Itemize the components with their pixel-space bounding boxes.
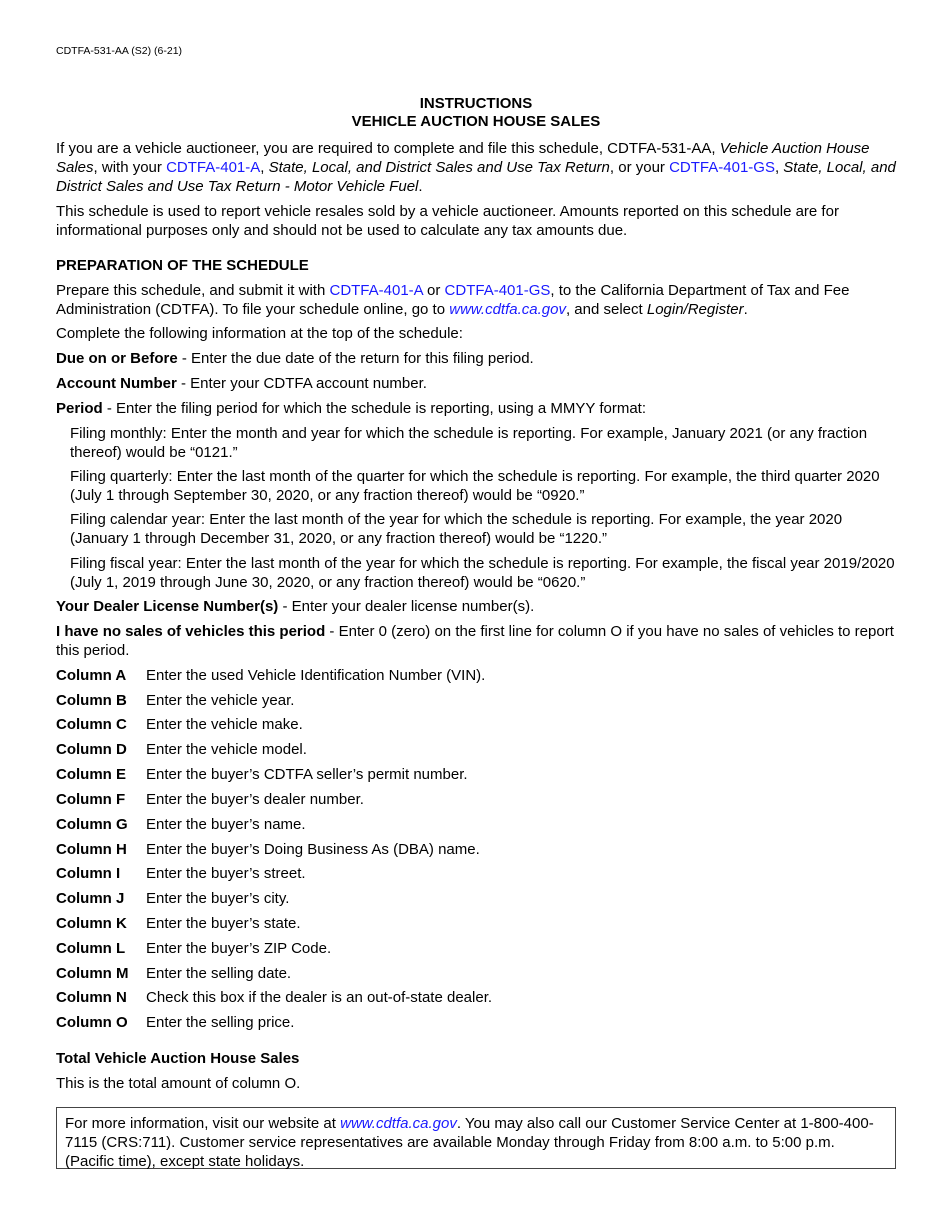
column-instruction-h: Column H Enter the buyer’s Doing Business As (DBA) name.: [56, 841, 480, 858]
column-instruction-f: Column F Enter the buyer’s dealer number.: [56, 791, 364, 808]
intro-paragraph-2: This schedule is used to report vehicle resales sold by a vehicle auctioneer. Amounts reported on this schedule are for informational purposes only and should not be used to calculate any tax amounts due.: [56, 203, 839, 239]
column-instruction-c: Column C Enter the vehicle make.: [56, 716, 303, 733]
column-instruction-a: Column A Enter the used Vehicle Identification Number (VIN).: [56, 667, 486, 684]
filing-fiscal-year: Filing fiscal year: Enter the last month of the year for which the schedule is reporting. For example, the fiscal year 2019/2020 (July 1, 2019 through June 30, 2020, or any fraction thereof) would be “0620.”: [70, 555, 895, 591]
column-instruction-j: Column J Enter the buyer’s city.: [56, 890, 290, 907]
link-website[interactable]: www.cdtfa.ca.gov: [449, 301, 566, 318]
intro-paragraph-1: If you are a vehicle auctioneer, you are required to complete and file this schedule, CDTFA-531-AA, Vehicle Auction House Sales, with your CDTFA-401-A, State, Local, and District Sales and Use Tax Return, or your CDTFA-401-GS, State, Local, and District Sales and Use Tax Return - Motor Vehicle Fuel.: [56, 140, 896, 195]
no-sales-instruction: I have no sales of vehicles this period - Enter 0 (zero) on the first line for column O if you have no sales of vehicles to report this period.: [56, 623, 894, 659]
prep-paragraph-1: Prepare this schedule, and submit it with CDTFA-401-A or CDTFA-401-GS, to the California Department of Tax and Fee Administration (CDTFA). To file your schedule online, go to www.cdtfa.ca.gov, and select Login/Register.: [56, 282, 850, 318]
section-heading-total: Total Vehicle Auction House Sales: [56, 1050, 300, 1067]
column-instruction-l: Column L Enter the buyer’s ZIP Code.: [56, 940, 332, 957]
column-instruction-g: Column G Enter the buyer’s name.: [56, 816, 306, 833]
link-cdtfa-401-a-2[interactable]: CDTFA-401-A: [329, 282, 423, 299]
column-instruction-e: Column E Enter the buyer’s CDTFA seller’s permit number.: [56, 766, 468, 783]
due-date-instruction: Due on or Before - Enter the due date of the return for this filing period.: [56, 350, 534, 367]
account-number-instruction: Account Number - Enter your CDTFA account number.: [56, 375, 427, 392]
filing-quarterly: Filing quarterly: Enter the last month of the quarter for which the schedule is reporting. For example, the third quarter 2020 (July 1 through September 30, 2020, or any fraction thereof) would be “0920.”: [70, 468, 880, 504]
contact-info-box: For more information, visit our website at www.cdtfa.ca.gov. You may also call our Customer Service Center at 1-800-400-7115 (CRS:711). Customer service representatives are available Monday through Friday from 8:00 a.m. to 5:00 p.m. (Pacific time), except state holidays.: [56, 1107, 896, 1169]
column-instruction-n: Column N Check this box if the dealer is an out-of-state dealer.: [56, 989, 493, 1006]
link-cdtfa-401-a[interactable]: CDTFA-401-A: [166, 159, 261, 176]
total-description: This is the total amount of column O.: [56, 1075, 301, 1092]
column-instruction-m: Column M Enter the selling date.: [56, 965, 292, 982]
section-heading-preparation: PREPARATION OF THE SCHEDULE: [56, 257, 309, 274]
link-cdtfa-401-gs-2[interactable]: CDTFA-401-GS: [444, 282, 551, 299]
filing-monthly: Filing monthly: Enter the month and year for which the schedule is reporting. For example, January 2021 (or any fraction thereof) would be “0121.”: [70, 425, 868, 461]
column-instruction-d: Column D Enter the vehicle model.: [56, 741, 307, 758]
prep-paragraph-2: Complete the following information at the top of the schedule:: [56, 325, 463, 342]
column-instruction-i: Column I Enter the buyer’s street.: [56, 865, 306, 882]
form-id: CDTFA-531-AA (S2) (6-21): [56, 45, 183, 57]
link-cdtfa-401-gs[interactable]: CDTFA-401-GS: [669, 159, 775, 176]
dealer-license-instruction: Your Dealer License Number(s) - Enter your dealer license number(s).: [56, 598, 535, 615]
period-instruction: Period - Enter the filing period for which the schedule is reporting, using a MMYY format:: [56, 400, 647, 417]
title-line-2: VEHICLE AUCTION HOUSE SALES: [351, 113, 601, 130]
page-title: [56, 95, 896, 131]
title-line-1: INSTRUCTIONS: [419, 95, 533, 112]
filing-calendar-year: Filing calendar year: Enter the last month of the year for which the schedule is reporting. For example, the year 2020 (January 1 through December 31, 2020, or any fraction thereof) would be “1220.”: [70, 511, 843, 547]
column-instruction-k: Column K Enter the buyer’s state.: [56, 915, 301, 932]
footer-website-link[interactable]: www.cdtfa.ca.gov: [340, 1115, 457, 1132]
column-instruction-b: Column B Enter the vehicle year.: [56, 692, 295, 709]
column-instruction-o: Column O Enter the selling price.: [56, 1014, 295, 1031]
